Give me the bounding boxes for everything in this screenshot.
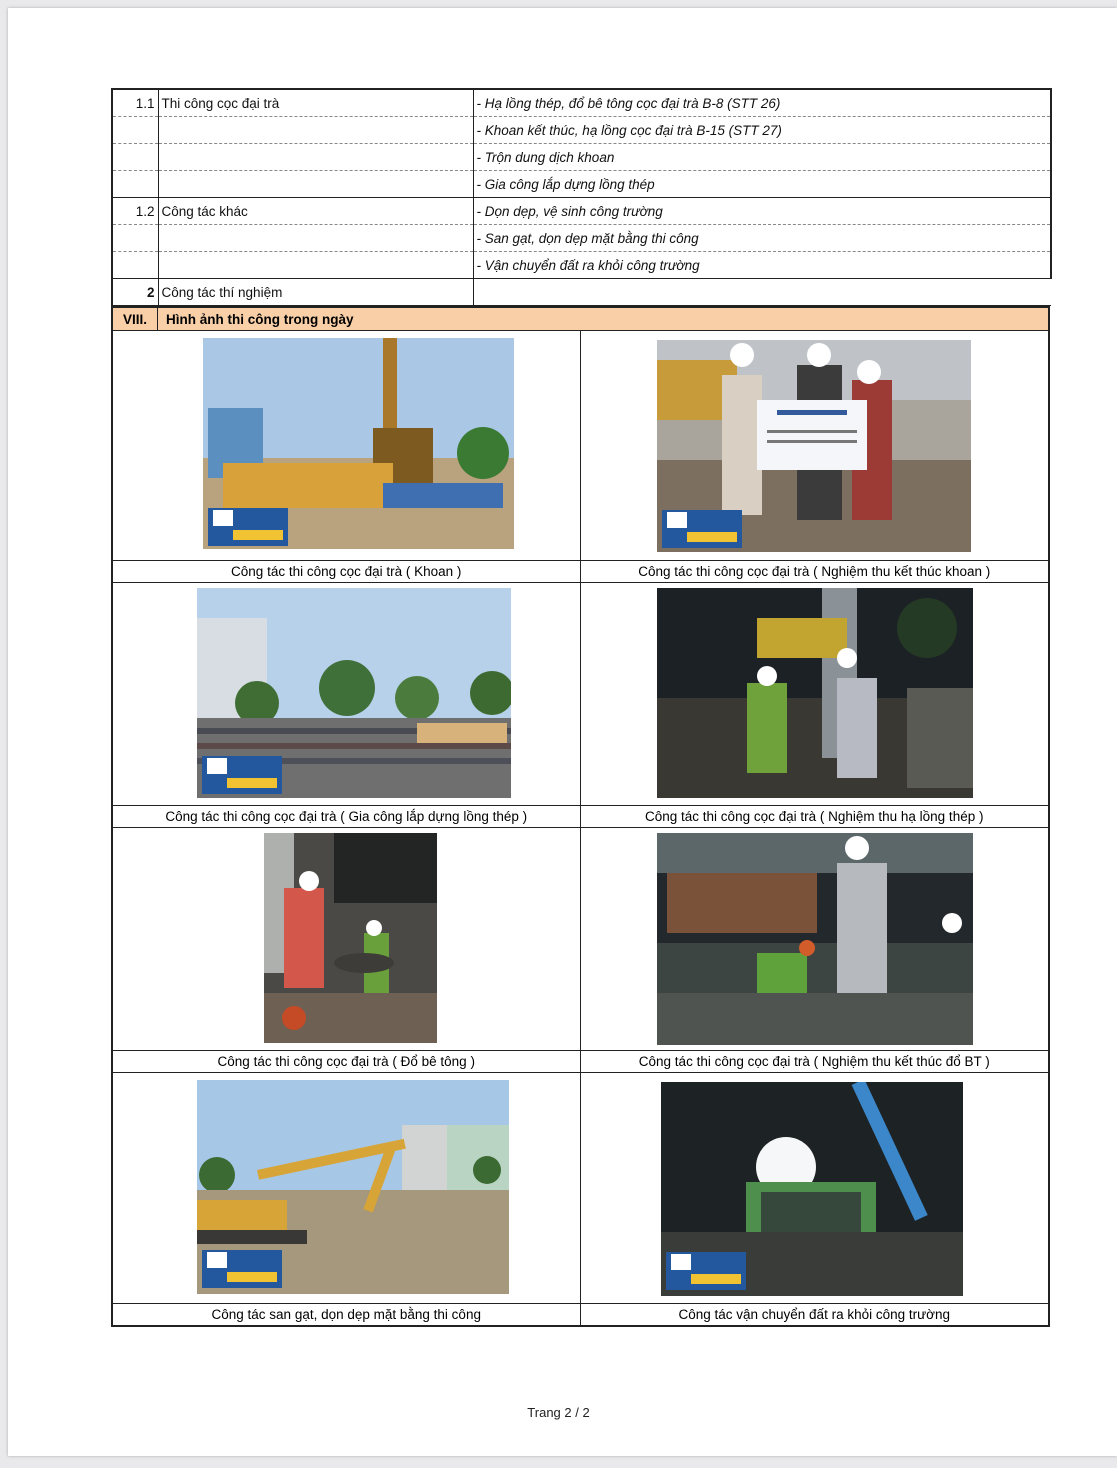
photo-caption: Công tác thi công cọc đại trà ( Gia công lắp dựng lồng thép ) [113,805,580,827]
task-name [158,225,473,252]
photo-concrete-pouring [264,833,437,1043]
photo-cell [113,583,581,827]
task-detail: - Vận chuyển đất ra khỏi công trường [473,252,1051,279]
photo-caption: Công tác thi công cọc đại trà ( Nghiệm thu kết thúc đổ BT ) [581,1050,1049,1072]
photo-cell [581,1073,1049,1325]
photo-caption: Công tác vận chuyển đất ra khỏi công trường [581,1303,1049,1325]
task-name: Công tác khác [158,198,473,225]
photo-cell [113,1073,581,1325]
task-row [112,89,1051,117]
task-name: Công tác thí nghiệm [158,279,473,306]
task-row [112,252,1051,279]
photo-caption: Công tác san gạt, dọn dẹp mặt bằng thi công [113,1303,580,1325]
photo-grid [111,331,1050,1327]
photo-caption: Công tác thi công cọc đại trà ( Khoan ) [113,560,580,582]
photo-night-inspection [657,833,973,1045]
task-row [112,144,1051,171]
task-number [112,252,158,279]
photo-row [113,582,1048,827]
task-number [112,225,158,252]
section-title: Hình ảnh thi công trong ngày [166,311,354,327]
photo-acceptance-team [657,340,971,552]
document-page [8,8,1117,1456]
task-row [112,279,1051,306]
photo-row [113,1072,1048,1325]
task-number: 1.2 [112,198,158,225]
photo-caption: Công tác thi công cọc đại trà ( Đổ bê tông ) [113,1050,580,1072]
photo-steel-cage-yard [197,588,511,798]
task-detail: - San gạt, dọn dẹp mặt bằng thi công [473,225,1051,252]
task-row [112,171,1051,198]
photo-drilling-rig [203,338,514,549]
task-detail: - Trộn dung dịch khoan [473,144,1051,171]
photo-dump-truck-night [661,1082,963,1296]
task-detail [473,279,1051,306]
task-row [112,198,1051,225]
photo-cell [113,331,581,582]
photo-night-cage-lowering [657,588,973,798]
section-number: VIII. [113,308,158,330]
task-detail: - Dọn dẹp, vệ sinh công trường [473,198,1051,225]
task-number [112,171,158,198]
task-row [112,117,1051,144]
photo-caption: Công tác thi công cọc đại trà ( Nghiệm thu hạ lồng thép ) [581,805,1049,827]
photo-cell [581,583,1049,827]
task-row [112,225,1051,252]
task-number [112,144,158,171]
task-name [158,117,473,144]
page-number: Trang 2 / 2 [527,1405,590,1420]
task-detail: - Khoan kết thúc, hạ lồng cọc đại trà B-15 (STT 27) [473,117,1051,144]
photo-cell [113,828,581,1072]
task-number: 1.1 [112,89,158,117]
task-detail: - Gia công lắp dựng lồng thép [473,171,1051,198]
task-number: 2 [112,279,158,306]
task-name: Thi công cọc đại trà [158,89,473,117]
section-header [111,306,1050,331]
task-number [112,117,158,144]
task-name [158,252,473,279]
photo-cell [581,828,1049,1072]
task-name [158,171,473,198]
photo-row [113,331,1048,582]
task-table [111,88,1052,306]
report-sheet [111,88,1050,1327]
task-name [158,144,473,171]
photo-caption: Công tác thi công cọc đại trà ( Nghiệm thu kết thúc khoan ) [581,560,1049,582]
task-detail: - Hạ lồng thép, đổ bê tông cọc đại trà B-8 (STT 26) [473,89,1051,117]
photo-cell [581,331,1049,582]
photo-excavator [197,1080,509,1294]
photo-row [113,827,1048,1072]
